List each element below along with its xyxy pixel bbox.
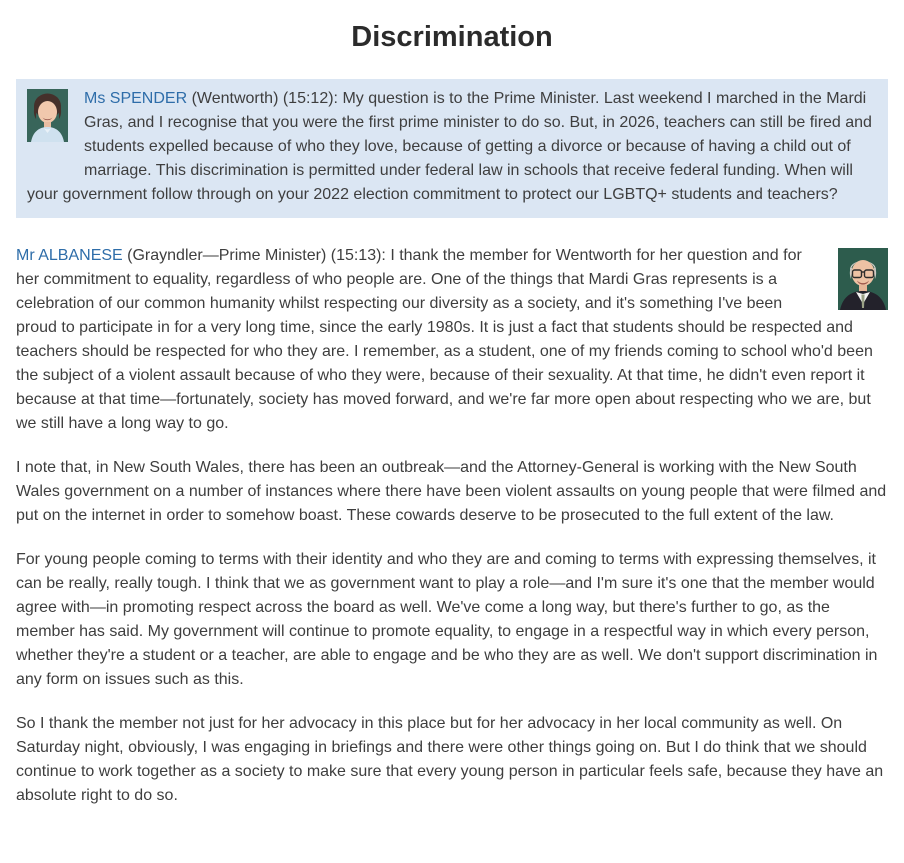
page-title: Discrimination <box>351 21 553 53</box>
answer-paragraph-4: So I thank the member not just for her advocacy in this place but for her advocacy in her local community as well. On Saturday night, obviously, I was engaging in briefings and there were other things going on. But I do think that we should continue to work together as a society to make sure that every young person in particular feels safe, because they have an absolute right to do so. <box>16 715 884 804</box>
answer-intro-paragraph <box>16 244 888 436</box>
question-block <box>16 79 888 218</box>
spender-portrait-image <box>27 89 68 142</box>
answer-paragraph-2: I note that, in New South Wales, there has been an outbreak—and the Attorney-General is working with the New South Wales government on a number of instances where there have been violent assaults on young people that were filmed and put on the internet in order to somehow boast. These cowards deserve to be prosecuted to the full extent of the law. <box>16 459 887 524</box>
answer-paragraph-3: For young people coming to terms with their identity and who they are and coming to terms with expressing themselves, it can be really, really tough. I think that we as government want to play a role—and I'm sure it's one that the member would agree with—in promoting respect across the board as well. We've come a long way, but there's further to go, as the member has said. My government will continue to promote equality, to engage in a respectful way in which every person, whether they're a student or a teacher, are able to engage and be who they are as well. We don't support discrimination in any form on issues such as this. <box>16 551 878 688</box>
answer-intro-text: (Grayndler—Prime Minister) (15:13): I thank the member for Wentworth for her question and for her commitment to equality, regardless of who people are. One of the things that Mardi Gras represents is a celebration of our common humanity whilst respecting our diversity as a society, and it's something I've been proud to participate in for a very long time, since the early 1980s. It is just a fact that students should be respected and teachers should be respected for who they are. I remember, as a student, one of my friends coming to school who'd been the subject of a violent assault because of who they were, because of their sexuality. At that time, he didn't even report it because at that time—fortunately, society has moved forward, and we're far more open about respecting who we are, but we still have a long way to go. <box>16 247 873 432</box>
albanese-portrait-image <box>838 248 888 310</box>
speaker-link-spender[interactable]: Ms SPENDER <box>84 90 188 107</box>
spender-avatar <box>27 89 68 142</box>
answer-section <box>16 244 888 808</box>
albanese-avatar <box>838 248 888 310</box>
question-text: (Wentworth) (15:12): My question is to the Prime Minister. Last weekend I marched in the Mardi Gras, and I recognise that you were the first prime minister to do so. But, in 2026, teachers can still be fired and students expelled because of who they love, because of getting a divorce or because of having a child out of marriage. This discrimination is permitted under federal law in schools that receive federal funding. When will your government follow through on your 2022 election commitment to protect our LGBTQ+ students and teachers? <box>27 90 872 203</box>
question-paragraph <box>27 87 877 207</box>
speaker-link-albanese[interactable]: Mr ALBANESE <box>16 247 123 264</box>
